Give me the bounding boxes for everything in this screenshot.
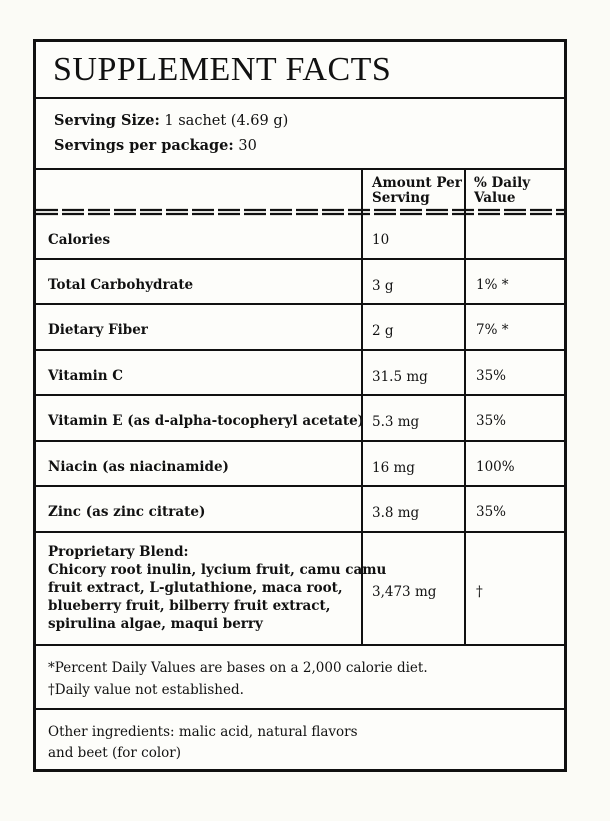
- nutrient-amount: 31.5 mg: [372, 369, 428, 385]
- serving-size: [54, 112, 288, 130]
- nutrient-name: Zinc (as zinc citrate): [48, 504, 206, 520]
- amount-header-line2: Serving: [372, 190, 430, 206]
- nutrient-name: Niacin (as niacinamide): [48, 459, 229, 475]
- blend-ingredients-line: Chicory root inulin, lycium fruit, camu camu: [48, 562, 387, 578]
- nutrient-amount: 5.3 mg: [372, 414, 420, 430]
- nutrient-table: [36, 168, 564, 646]
- nutrient-amount: 3.8 mg: [372, 505, 420, 521]
- servings-per-package: [54, 137, 257, 155]
- supplement-facts-panel: [33, 39, 567, 772]
- panel-title: SUPPLEMENT FACTS: [53, 51, 392, 88]
- nutrient-amount: 10: [372, 232, 390, 248]
- row-divider: [36, 258, 564, 260]
- nutrient-dv: 35%: [476, 413, 507, 429]
- blend-amount: 3,473 mg: [372, 584, 437, 600]
- footnotes: [36, 646, 564, 710]
- row-divider: [36, 394, 564, 396]
- servings-per-package-value: 30: [238, 138, 257, 154]
- blend-ingredients-line: spirulina algae, maqui berry: [48, 616, 263, 632]
- header-divider: [36, 208, 564, 216]
- blend-dv: †: [476, 584, 483, 600]
- nutrient-amount: 16 mg: [372, 460, 415, 476]
- serving-size-value: 1 sachet (4.69 g): [164, 113, 289, 129]
- nutrient-dv: 35%: [476, 368, 507, 384]
- nutrient-name: Dietary Fiber: [48, 322, 148, 338]
- nutrient-dv: 1% *: [476, 277, 509, 293]
- serving-info: [36, 97, 564, 170]
- dv-header-line2: Value: [474, 190, 516, 206]
- nutrient-amount: 3 g: [372, 278, 394, 294]
- blend-title: Proprietary Blend:: [48, 544, 189, 560]
- nutrient-amount: 2 g: [372, 323, 394, 339]
- nutrient-dv: 35%: [476, 504, 507, 520]
- column-divider-dv: [464, 168, 466, 646]
- footnote-percent: *Percent Daily Values are bases on a 2,000 calorie diet.: [48, 660, 428, 676]
- nutrient-dv: 100%: [476, 459, 515, 475]
- amount-header-line1: Amount Per: [372, 175, 462, 191]
- footnote-dagger: †Daily value not established.: [48, 682, 244, 698]
- nutrient-name: Vitamin C: [48, 368, 124, 384]
- row-divider: [36, 349, 564, 351]
- nutrient-name: Vitamin E (as d-alpha-tocopheryl acetate): [48, 413, 365, 429]
- serving-size-label: Serving Size:: [54, 112, 160, 129]
- dv-header-line1: % Daily: [474, 175, 531, 191]
- title-row: [36, 42, 564, 99]
- blend-ingredients-line: blueberry fruit, bilberry fruit extract,: [48, 598, 331, 614]
- row-divider: [36, 485, 564, 487]
- nutrient-dv: 7% *: [476, 322, 509, 338]
- blend-ingredients-line: fruit extract, L-glutathione, maca root,: [48, 580, 343, 596]
- other-ingredients: Other ingredients: malic acid, natural flavors and beet (for color): [48, 724, 358, 761]
- row-divider: [36, 303, 564, 305]
- nutrient-name: Total Carbohydrate: [48, 277, 194, 293]
- nutrient-name: Calories: [48, 232, 111, 248]
- row-divider: [36, 440, 564, 442]
- row-divider: [36, 531, 564, 533]
- servings-per-package-label: Servings per package:: [54, 137, 234, 154]
